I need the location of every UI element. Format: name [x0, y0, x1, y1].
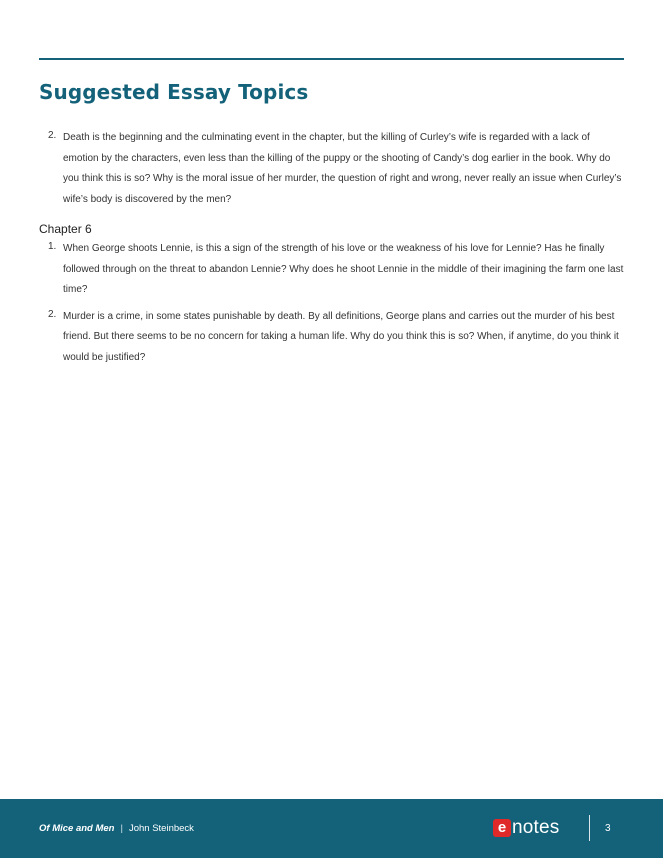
footer-separator: |	[120, 823, 123, 834]
topic-item	[39, 306, 624, 368]
footer-book-title: Of Mice and Men	[39, 823, 115, 834]
page-number: 3	[605, 823, 611, 834]
footer-divider	[589, 815, 590, 841]
page-title: Suggested Essay Topics	[39, 80, 309, 104]
topic-number: 2.	[48, 308, 57, 320]
topic-number: 2.	[48, 130, 57, 141]
topic-item	[39, 238, 624, 300]
topic-text: Murder is a crime, in some states punishable by death. By all definitions, George plans and carries out the murder of his best friend. But there seems to be no concern for taking a human life. Why do you think this is so? When, if anytime, do you think it would be justified?	[63, 310, 619, 363]
topic-number: 1.	[48, 241, 57, 252]
top-divider	[39, 58, 624, 60]
essay-topics-content	[39, 127, 624, 373]
footer-author: John Steinbeck	[128, 823, 194, 834]
topic-list-chapter-6	[39, 238, 624, 367]
topic-text: When George shoots Lennie, is this a sign of the strength of his love or the weakness of his love for Lennie? Has he finally followed through on the threat to abandon Lennie? Why does he shoot Lennie in the middle of their imagining the farm one last time?	[63, 243, 624, 295]
enotes-logo[interactable]	[493, 817, 559, 839]
topic-text: Death is the beginning and the culminating event in the chapter, but the killing of Curley’s wife is regarded with a lack of emotion by the characters, even less than the killing of the puppy or the shooting of Candy’s dog earlier in the book. Why do you think this is so? Why is the moral issue of her murder, the question of right and wrong, never really an issue when Curley’s wife’s body is discovered by the men?	[63, 132, 622, 205]
enotes-logo-text: notes	[512, 817, 560, 838]
enotes-logo-e-icon: e	[493, 819, 511, 837]
footer-book-info	[39, 823, 194, 834]
page-footer	[0, 799, 663, 858]
topic-list-chapter-5	[39, 127, 624, 209]
topic-item	[39, 127, 624, 209]
chapter-heading: Chapter 6	[39, 222, 92, 236]
